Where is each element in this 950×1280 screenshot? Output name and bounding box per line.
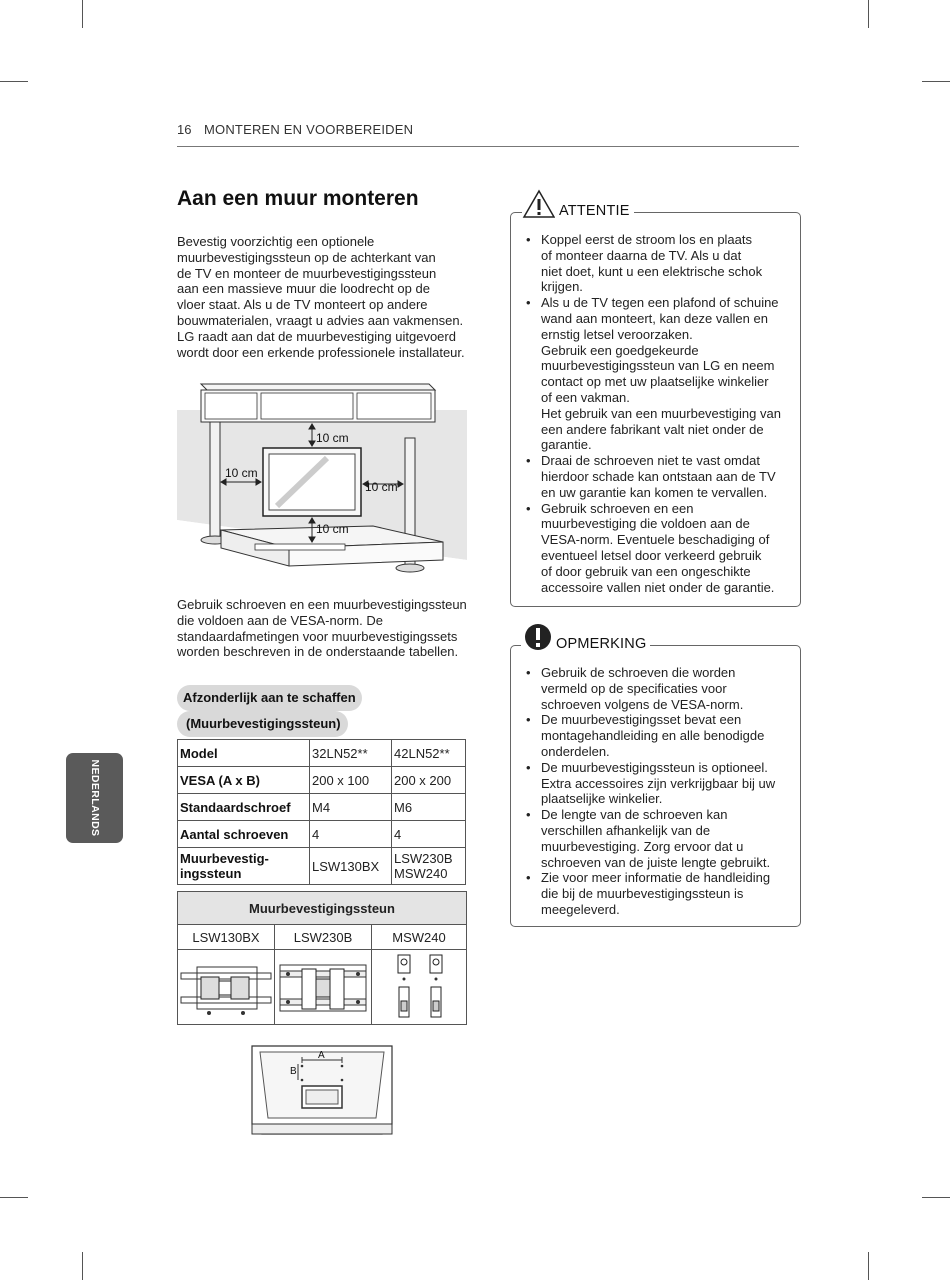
list-item: • De muurbevestigingsset bevat een montagehandleiding en alle benodigde onderdelen.	[525, 712, 790, 759]
list-item: • Draai de schroeven niet te vast omdat hierdoor schade kan ontstaan aan de TV en uw garantie kan komen te vervallen.	[525, 453, 790, 500]
table-row	[178, 925, 467, 950]
attentie-title: ATTENTIE	[555, 203, 634, 219]
table-row	[178, 794, 466, 821]
bracket-model: LSW230B	[275, 925, 372, 950]
cell: 200 x 200	[392, 767, 466, 794]
bracket-lsw230b-image	[276, 951, 370, 1021]
wall-shelf	[201, 384, 435, 422]
warning-icon	[522, 189, 556, 219]
table-row	[178, 767, 466, 794]
attentie-list	[525, 232, 790, 595]
separately-label: Afzonderlijk aan te schaffen	[177, 685, 362, 711]
tv-illustration	[263, 448, 361, 516]
bracket-model: LSW130BX	[178, 925, 275, 950]
crop-mark	[922, 81, 950, 82]
clearance-right-label: 10 cm	[365, 480, 398, 494]
cell: LSW130BX	[310, 848, 392, 885]
cell: 32LN52**	[310, 740, 392, 767]
cell: 42LN52**	[392, 740, 466, 767]
list-item: • Koppel eerst de stroom los en plaats of monteer daarna de TV. Als u dat niet doet, kunt u een elektrische schok krijgen.	[525, 232, 790, 295]
crop-mark	[868, 0, 869, 28]
row-label: Model	[178, 740, 310, 767]
row-label: Muurbevestig- ingssteun	[178, 848, 310, 885]
page-header	[177, 122, 799, 147]
list-item: • De lengte van de schroeven kan verschillen afhankelijk van de muurbevestiging. Zorg ervoor dat u schroeven van de juiste lengte gebruikt.	[525, 807, 790, 870]
bracket-model: MSW240	[372, 925, 467, 950]
cell: M4	[310, 794, 392, 821]
opmerking-list	[525, 665, 790, 918]
wall-mount-clearance-illustration	[177, 380, 467, 580]
intro-paragraph: Bevestig voorzichtig een optionele muurbevestigingssteun op de achterkant van de TV en monteer de muurbevestigingssteun aan een massieve muur die loodrecht op de vloer staat. Als u de TV monteert op andere bouwmaterialen, vraagt u advies aan vakmensen. LG raadt aan dat de muurbevestiging uitgevoerd wordt door een erkende professionele installateur.	[177, 234, 465, 360]
vesa-a-label: A	[318, 1050, 325, 1061]
cell: M6	[392, 794, 466, 821]
bracket-table	[177, 891, 467, 1025]
bracket-image-cell	[178, 950, 275, 1025]
crop-mark	[922, 1197, 950, 1198]
table-row	[178, 740, 466, 767]
cell: 4	[310, 821, 392, 848]
bracket-image-cell	[372, 950, 467, 1025]
table-row	[178, 821, 466, 848]
clearance-bottom-label: 10 cm	[316, 522, 349, 536]
list-item: • De muurbevestigingssteun is optioneel. Extra accessoires zijn verkrijgbaar bij uw plaatselijke winkelier.	[525, 760, 790, 807]
separately-sublabel: (Muurbevestigingssteun)	[177, 711, 348, 737]
row-label: Aantal schroeven	[178, 821, 310, 848]
page-number: 16	[177, 122, 192, 137]
cell: 4	[392, 821, 466, 848]
table-row	[178, 848, 466, 885]
cell: 200 x 100	[310, 767, 392, 794]
clearance-top-label: 10 cm	[316, 431, 349, 445]
page-title: Aan een muur monteren	[177, 187, 419, 210]
bracket-lsw130bx-image	[179, 951, 273, 1021]
cell: LSW230B MSW240	[392, 848, 466, 885]
crop-mark	[868, 1252, 869, 1280]
language-tab-label: NEDERLANDS	[88, 759, 101, 837]
table-row	[178, 950, 467, 1025]
row-label: Standaardschroef	[178, 794, 310, 821]
list-item: • Gebruik schroeven en een muurbevestiging die voldoen aan de VESA-norm. Eventuele beschadiging of eventueel letsel door verkeerd gebruik of door gebruik van een ongeschikte accessoire vallen niet onder de garantie.	[525, 501, 790, 596]
row-label: VESA (A x B)	[178, 767, 310, 794]
list-item: • Gebruik de schroeven die worden vermeld op de specificaties voor schroeven volgens de VESA-norm.	[525, 665, 790, 712]
list-item: • Zie voor meer informatie de handleiding die bij de muurbevestigingssteun is meegeleverd.	[525, 870, 790, 917]
spec-table	[177, 739, 466, 885]
clearance-left-label: 10 cm	[225, 466, 258, 480]
bracket-image-cell	[275, 950, 372, 1025]
vesa-paragraph: Gebruik schroeven en een muurbevestigingssteun die voldoen aan de VESA-norm. De standaardafmetingen voor muurbevestigingssets worden beschreven in de onderstaande tabellen.	[177, 597, 467, 660]
crop-mark	[0, 81, 28, 82]
section-title: MONTEREN EN VOORBEREIDEN	[204, 122, 414, 137]
crop-mark	[82, 0, 83, 28]
crop-mark	[82, 1252, 83, 1280]
opmerking-title: OPMERKING	[552, 636, 650, 652]
list-item: • Als u de TV tegen een plafond of schuine wand aan monteert, kan deze vallen en ernstig letsel veroorzaken. Gebruik een goedgekeurde muurbevestigingssteun van LG en neem contact op met uw plaatselijke winkelier of een vakman. Het gebruik van een muurbevestiging van een andere fabrikant valt niet onder de garantie.	[525, 295, 790, 453]
language-tab	[66, 753, 123, 843]
tv-back-vesa-diagram	[250, 1044, 394, 1138]
bracket-table-header: Muurbevestigingssteun	[178, 892, 467, 925]
crop-mark	[0, 1197, 28, 1198]
table-row	[178, 892, 467, 925]
note-icon	[521, 623, 555, 653]
vesa-b-label: B	[290, 1066, 297, 1077]
bracket-msw240-image	[372, 951, 466, 1021]
